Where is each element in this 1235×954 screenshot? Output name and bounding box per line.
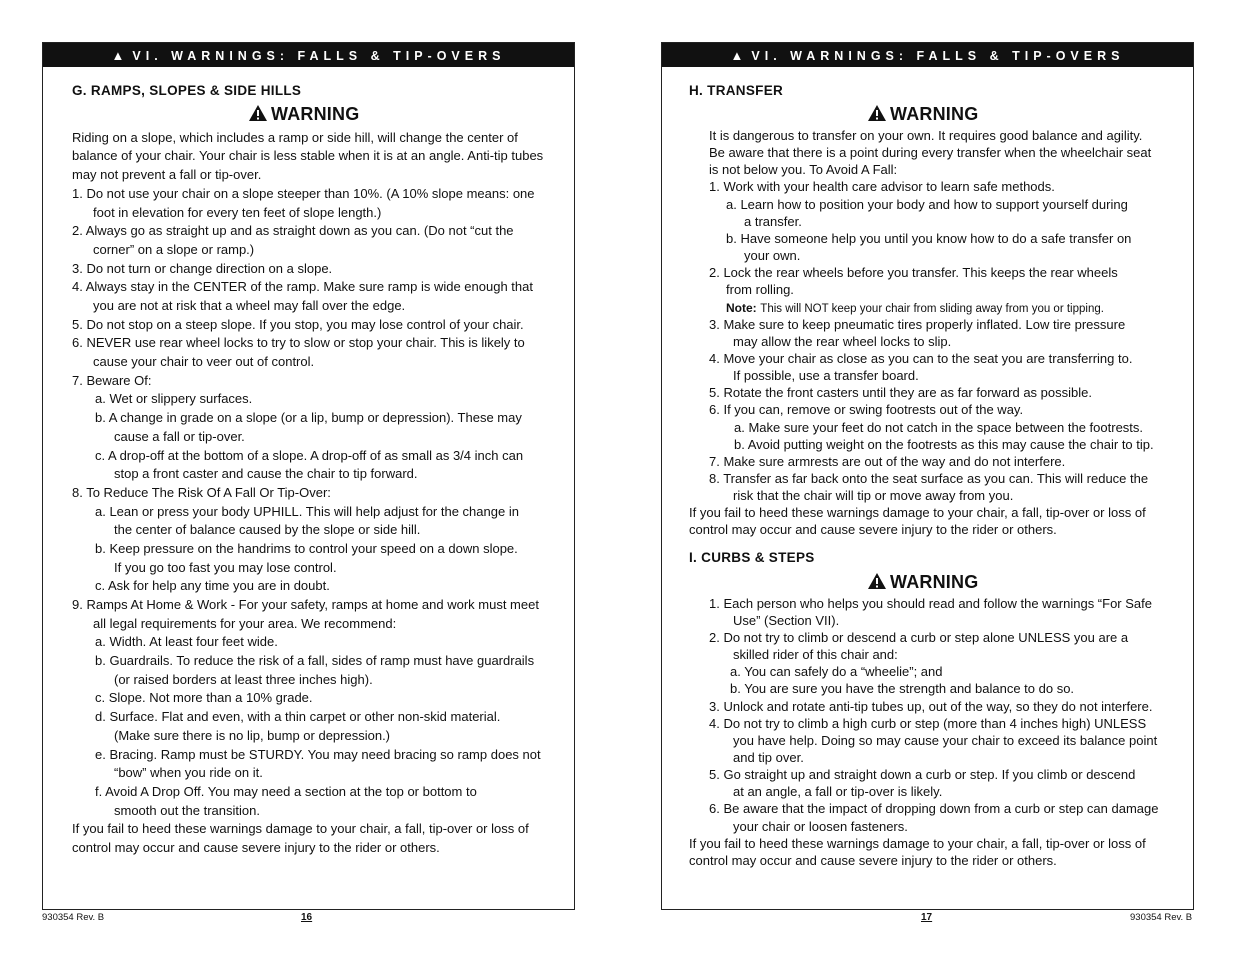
text-line: foot in elevation for every ten feet of slope length.): [93, 205, 382, 220]
text-line: 5. Go straight up and straight down a curb or step. If you climb or descend: [709, 767, 1136, 782]
section-title-transfer: H. TRANSFER: [689, 83, 784, 98]
text-line: 3. Make sure to keep pneumatic tires properly inflated. Low tire pressure: [709, 317, 1126, 332]
text-line: may not prevent a fall or tip-over.: [72, 167, 262, 182]
text-line: smooth out the transition.: [114, 803, 260, 818]
text-line: stop a front caster and cause the chair to tip forward.: [114, 466, 418, 481]
text-line: corner” on a slope or ramp.): [93, 242, 255, 257]
text-line: control may occur and cause severe injury to the rider or others.: [689, 522, 1057, 537]
text-line: all legal requirements for your area. We recommend:: [93, 616, 397, 631]
text-line: 7. Make sure armrests are out of the way and do not interfere.: [709, 454, 1066, 469]
text-line: your own.: [744, 248, 801, 263]
text-line: c. Slope. Not more than a 10% grade.: [95, 690, 313, 705]
text-line: b. Have someone help you until you know how to do a safe transfer on: [726, 231, 1132, 246]
text-line: 1. Do not use your chair on a slope steeper than 10%. (A 10% slope means: one: [72, 186, 535, 201]
text-line: c. A drop-off at the bottom of a slope. A drop-off of as small as 3/4 inch can: [95, 448, 524, 463]
text-line: Riding on a slope, which includes a ramp or side hill, will change the center of: [72, 130, 518, 145]
text-line: If you fail to heed these warnings damage to your chair, a fall, tip-over or loss of: [689, 836, 1146, 851]
warning-triangle-icon: [867, 572, 887, 590]
text-line: control may occur and cause severe injury to the rider or others.: [72, 840, 440, 855]
text-line: you have help. Doing so may cause your chair to exceed its balance point: [733, 733, 1158, 748]
text-line: from rolling.: [726, 282, 794, 297]
text-line: at an angle, a fall or tip-over is likely.: [733, 784, 943, 799]
text-line: 8. Transfer as far back onto the seat surface as you can. This will reduce the: [709, 471, 1149, 486]
text-line: “bow” when you ride on it.: [114, 765, 263, 780]
page-number-left: 16: [301, 912, 313, 923]
text-line: balance of your chair. Your chair is less stable when it is at an angle. Anti-tip tubes: [72, 148, 544, 163]
text-line: cause your chair to veer out of control.: [93, 354, 315, 369]
text-line: 6. If you can, remove or swing footrests out of the way.: [709, 402, 1024, 417]
text-line: Use” (Section VII).: [733, 613, 840, 628]
text-line: may allow the rear wheel locks to slip.: [733, 334, 952, 349]
text-line: b. You are sure you have the strength and balance to do so.: [730, 681, 1075, 696]
doc-number-right: 930354 Rev. B: [1130, 912, 1193, 923]
text-line: a. Learn how to position your body and how to support yourself during: [726, 197, 1128, 212]
text-line: a. Lean or press your body UPHILL. This will help adjust for the change in: [95, 504, 519, 519]
text-line: the center of balance caused by the slope or side hill.: [114, 522, 421, 537]
text-line: you are not at risk that a wheel may fall over the edge.: [93, 298, 406, 313]
text-line: b. Guardrails. To reduce the risk of a fall, sides of ramp must have guardrails: [95, 653, 535, 668]
text-line: a. Width. At least four feet wide.: [95, 634, 278, 649]
text-line: b. A change in grade on a slope (or a lip, bump or depression). These may: [95, 410, 522, 425]
text-line: cause a fall or tip-over.: [114, 429, 245, 444]
text-line: 1. Each person who helps you should read and follow the warnings “For Safe: [709, 596, 1152, 611]
text-line: If you fail to heed these warnings damage to your chair, a fall, tip-over or loss of: [72, 821, 529, 836]
text-line: If possible, use a transfer board.: [733, 368, 919, 383]
text-line: is not below you. To Avoid A Fall:: [709, 162, 898, 177]
text-line: a. Wet or slippery surfaces.: [95, 391, 253, 406]
text-line: 6. Be aware that the impact of dropping down from a curb or step can damage: [709, 801, 1159, 816]
text-line: a. Make sure your feet do not catch in the space between the footrests.: [734, 420, 1144, 435]
text-line: If you fail to heed these warnings damage to your chair, a fall, tip-over or loss of: [689, 505, 1146, 520]
text-line: c. Ask for help any time you are in doubt.: [95, 578, 330, 593]
doc-number-left: 930354 Rev. B: [42, 912, 105, 923]
text-line: 6. NEVER use rear wheel locks to try to slow or stop your chair. This is likely to: [72, 335, 525, 350]
text-line: and tip over.: [733, 750, 804, 765]
text-line: f. Avoid A Drop Off. You may need a section at the top or bottom to: [95, 784, 477, 799]
section-title-curbs: I. CURBS & STEPS: [689, 550, 815, 565]
text-line: your chair or loosen fasteners.: [733, 819, 908, 834]
text-line: It is dangerous to transfer on your own. It requires good balance and agility.: [709, 128, 1143, 143]
text-line: 4. Do not try to climb a high curb or step (more than 4 inches high) UNLESS: [709, 716, 1147, 731]
transfer-note: Note: This will NOT keep your chair from sliding away from you or tipping.: [726, 301, 1104, 315]
text-line: a transfer.: [744, 214, 802, 229]
text-line: b. Avoid putting weight on the footrests as this may cause the chair to tip.: [734, 437, 1154, 452]
text-line: d. Surface. Flat and even, with a thin carpet or other non-skid material.: [95, 709, 501, 724]
text-line: skilled rider of this chair and:: [733, 647, 898, 662]
warning-heading-transfer: WARNING: [867, 104, 978, 125]
left-page: [42, 42, 575, 910]
text-line: risk that the chair will tip or move away from you.: [733, 488, 1014, 503]
text-line: 5. Rotate the front casters until they are as far forward as possible.: [709, 385, 1092, 400]
left-banner: ▲ VI. WARNINGS: FALLS & TIP-OVERS: [43, 43, 574, 67]
text-line: (Make sure there is no lip, bump or depression.): [114, 728, 391, 743]
text-line: 3. Do not turn or change direction on a slope.: [72, 261, 333, 276]
warning-triangle-icon: ▲: [730, 48, 744, 63]
text-line: 1. Work with your health care advisor to learn safe methods.: [709, 179, 1055, 194]
text-line: 5. Do not stop on a steep slope. If you stop, you may lose control of your chair.: [72, 317, 524, 332]
warning-triangle-icon: [867, 104, 887, 122]
warning-heading-ramps: WARNING: [248, 104, 359, 125]
text-line: 4. Always stay in the CENTER of the ramp. Make sure ramp is wide enough that: [72, 279, 533, 294]
text-line: 7. Beware Of:: [72, 373, 152, 388]
text-line: 9. Ramps At Home & Work - For your safety, ramps at home and work must meet: [72, 597, 539, 612]
text-line: a. You can safely do a “wheelie”; and: [730, 664, 943, 679]
right-banner: ▲ VI. WARNINGS: FALLS & TIP-OVERS: [662, 43, 1193, 67]
text-line: If you go too fast you may lose control.: [114, 560, 337, 575]
text-line: 2. Do not try to climb or descend a curb or step alone UNLESS you are a: [709, 630, 1129, 645]
text-line: (or raised borders at least three inches high).: [114, 672, 373, 687]
warning-triangle-icon: [248, 104, 268, 122]
page-number-right: 17: [921, 912, 933, 923]
warning-triangle-icon: ▲: [111, 48, 125, 63]
text-line: b. Keep pressure on the handrims to control your speed on a down slope.: [95, 541, 518, 556]
text-line: 4. Move your chair as close as you can to the seat you are transferring to.: [709, 351, 1133, 366]
text-line: 2. Lock the rear wheels before you transfer. This keeps the rear wheels: [709, 265, 1118, 280]
text-line: Be aware that there is a point during every transfer when the wheelchair seat: [709, 145, 1152, 160]
text-line: 8. To Reduce The Risk Of A Fall Or Tip-Over:: [72, 485, 331, 500]
right-page: [661, 42, 1194, 910]
warning-heading-curbs: WARNING: [867, 572, 978, 593]
text-line: 2. Always go as straight up and as straight down as you can. (Do not “cut the: [72, 223, 514, 238]
text-line: 3. Unlock and rotate anti-tip tubes up, out of the way, so they do not interfere.: [709, 699, 1153, 714]
section-title-ramps: G. RAMPS, SLOPES & SIDE HILLS: [72, 83, 302, 98]
text-line: e. Bracing. Ramp must be STURDY. You may need bracing so ramp does not: [95, 747, 541, 762]
text-line: control may occur and cause severe injury to the rider or others.: [689, 853, 1057, 868]
